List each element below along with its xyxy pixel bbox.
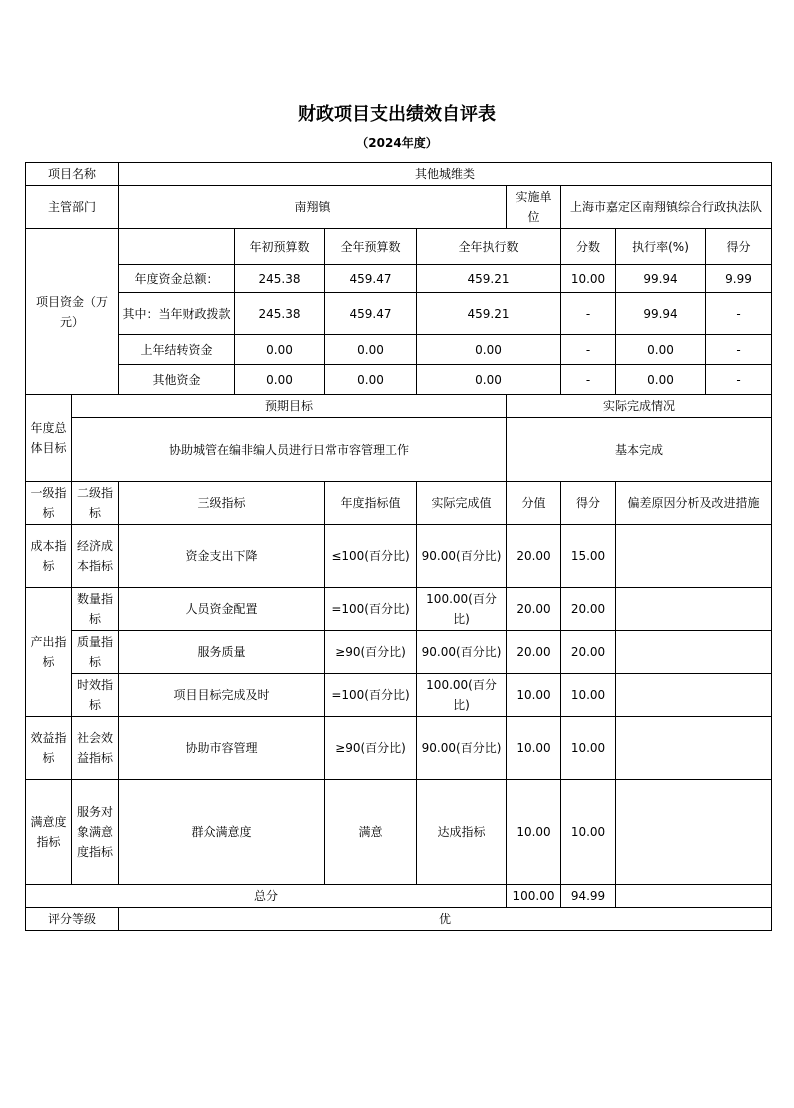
- funds-header: 全年执行数: [417, 229, 561, 265]
- funds-header: 执行率(%): [616, 229, 706, 265]
- indicator-weight: 20.00: [507, 631, 561, 674]
- impl-label: 实施单位: [507, 186, 561, 229]
- funds-cell: -: [561, 365, 616, 395]
- indicator-header: 偏差原因分析及改进措施: [616, 482, 772, 525]
- funds-cell: 0.00: [325, 365, 417, 395]
- funds-cell: -: [706, 293, 772, 335]
- total-weight: 100.00: [507, 885, 561, 908]
- indicator-level1: 成本指标: [26, 525, 72, 588]
- dept-value: 南翔镇: [119, 186, 507, 229]
- funds-cell: -: [706, 335, 772, 365]
- goals-row: [26, 418, 772, 482]
- indicator-target: =100(百分比): [325, 588, 417, 631]
- indicator-target: 满意: [325, 780, 417, 885]
- funds-row: [26, 335, 772, 365]
- indicator-target: =100(百分比): [325, 674, 417, 717]
- indicator-score: 10.00: [561, 674, 616, 717]
- indicator-target: ≥90(百分比): [325, 631, 417, 674]
- indicator-note: [616, 780, 772, 885]
- grade-value: 优: [119, 908, 772, 931]
- funds-cell: 0.00: [235, 365, 325, 395]
- indicator-level3: 人员资金配置: [119, 588, 325, 631]
- indicator-level3: 群众满意度: [119, 780, 325, 885]
- funds-cell: 0.00: [235, 335, 325, 365]
- funds-cell: -: [561, 335, 616, 365]
- indicator-target: ≥90(百分比): [325, 717, 417, 780]
- indicator-weight: 10.00: [507, 674, 561, 717]
- goals-actual-header: 实际完成情况: [507, 395, 772, 418]
- indicator-weight: 10.00: [507, 717, 561, 780]
- indicator-row: [26, 780, 772, 885]
- indicator-weight: 10.00: [507, 780, 561, 885]
- indicator-header: 分值: [507, 482, 561, 525]
- indicator-header: 实际完成值: [417, 482, 507, 525]
- indicator-level1: 效益指标: [26, 717, 72, 780]
- funds-header: 年初预算数: [235, 229, 325, 265]
- funds-label: 项目资金（万元）: [26, 229, 119, 395]
- funds-cell: 9.99: [706, 265, 772, 293]
- funds-header: 分数: [561, 229, 616, 265]
- indicator-row: [26, 674, 772, 717]
- indicator-level3: 项目目标完成及时: [119, 674, 325, 717]
- indicator-note: [616, 674, 772, 717]
- funds-cell: 459.21: [417, 293, 561, 335]
- indicator-note: [616, 631, 772, 674]
- indicator-actual: 90.00(百分比): [417, 525, 507, 588]
- performance-table: [25, 162, 772, 931]
- funds-cell: 459.47: [325, 265, 417, 293]
- indicator-level2: 社会效益指标: [72, 717, 119, 780]
- indicator-actual: 100.00(百分比): [417, 588, 507, 631]
- total-label: 总分: [26, 885, 507, 908]
- indicator-weight: 20.00: [507, 525, 561, 588]
- funds-cell: 459.21: [417, 265, 561, 293]
- indicator-level3: 协助市容管理: [119, 717, 325, 780]
- indicator-score: 20.00: [561, 631, 616, 674]
- funds-cell: 99.94: [616, 293, 706, 335]
- indicator-note: [616, 717, 772, 780]
- project-name-row: [26, 163, 772, 186]
- funds-header-row: [26, 229, 772, 265]
- funds-cell: 0.00: [616, 335, 706, 365]
- funds-row-label: 上年结转资金: [119, 335, 235, 365]
- funds-header: 得分: [706, 229, 772, 265]
- total-note: [616, 885, 772, 908]
- funds-row: [26, 365, 772, 395]
- funds-row-label: 其他资金: [119, 365, 235, 395]
- funds-row: [26, 293, 772, 335]
- funds-cell: 245.38: [235, 265, 325, 293]
- indicator-level3: 资金支出下降: [119, 525, 325, 588]
- indicator-header: 得分: [561, 482, 616, 525]
- indicator-level3: 服务质量: [119, 631, 325, 674]
- funds-header-blank: [119, 229, 235, 265]
- grade-row: [26, 908, 772, 931]
- goals-expected-header: 预期目标: [72, 395, 507, 418]
- indicator-header: 二级指标: [72, 482, 119, 525]
- funds-cell: -: [706, 365, 772, 395]
- indicator-actual: 90.00(百分比): [417, 631, 507, 674]
- goals-header-row: [26, 395, 772, 418]
- indicator-score: 10.00: [561, 717, 616, 780]
- department-row: [26, 186, 772, 229]
- indicator-header: 年度指标值: [325, 482, 417, 525]
- funds-cell: -: [561, 293, 616, 335]
- indicator-score: 10.00: [561, 780, 616, 885]
- funds-cell: 0.00: [325, 335, 417, 365]
- indicator-level2: 时效指标: [72, 674, 119, 717]
- indicator-row: [26, 588, 772, 631]
- funds-row-label: 年度资金总额：: [119, 265, 235, 293]
- funds-row: [26, 265, 772, 293]
- total-score: 94.99: [561, 885, 616, 908]
- indicator-level2: 数量指标: [72, 588, 119, 631]
- funds-cell: 245.38: [235, 293, 325, 335]
- report-title: 财政项目支出绩效自评表: [298, 104, 496, 125]
- indicator-level1: 产出指标: [26, 588, 72, 717]
- indicator-note: [616, 588, 772, 631]
- indicator-score: 15.00: [561, 525, 616, 588]
- report-year: （2024年度）: [356, 136, 438, 150]
- funds-cell: 0.00: [417, 365, 561, 395]
- indicator-actual: 100.00(百分比): [417, 674, 507, 717]
- indicator-row: [26, 525, 772, 588]
- funds-cell: 459.47: [325, 293, 417, 335]
- indicator-row: [26, 717, 772, 780]
- indicator-header: 三级指标: [119, 482, 325, 525]
- goals-expected: 协助城管在编非编人员进行日常市容管理工作: [72, 418, 507, 482]
- indicator-target: ≤100(百分比): [325, 525, 417, 588]
- total-row: [26, 885, 772, 908]
- indicator-actual: 达成指标: [417, 780, 507, 885]
- funds-header: 全年预算数: [325, 229, 417, 265]
- indicator-header: 一级指标: [26, 482, 72, 525]
- indicator-level1: 满意度指标: [26, 780, 72, 885]
- funds-cell: 0.00: [417, 335, 561, 365]
- project-name-label: 项目名称: [26, 163, 119, 186]
- goals-actual: 基本完成: [507, 418, 772, 482]
- impl-value: 上海市嘉定区南翔镇综合行政执法队: [561, 186, 772, 229]
- grade-label: 评分等级: [26, 908, 119, 931]
- funds-row-label: 其中：当年财政拨款: [119, 293, 235, 335]
- indicator-weight: 20.00: [507, 588, 561, 631]
- indicator-row: [26, 631, 772, 674]
- funds-cell: 0.00: [616, 365, 706, 395]
- indicator-score: 20.00: [561, 588, 616, 631]
- funds-cell: 10.00: [561, 265, 616, 293]
- indicator-level2: 服务对象满意度指标: [72, 780, 119, 885]
- dept-label: 主管部门: [26, 186, 119, 229]
- indicator-note: [616, 525, 772, 588]
- indicator-actual: 90.00(百分比): [417, 717, 507, 780]
- funds-cell: 99.94: [616, 265, 706, 293]
- goals-label: 年度总体目标: [26, 395, 72, 482]
- indicator-level2: 质量指标: [72, 631, 119, 674]
- indicator-level2: 经济成本指标: [72, 525, 119, 588]
- project-name-value: 其他城维类: [119, 163, 772, 186]
- indicator-header-row: [26, 482, 772, 525]
